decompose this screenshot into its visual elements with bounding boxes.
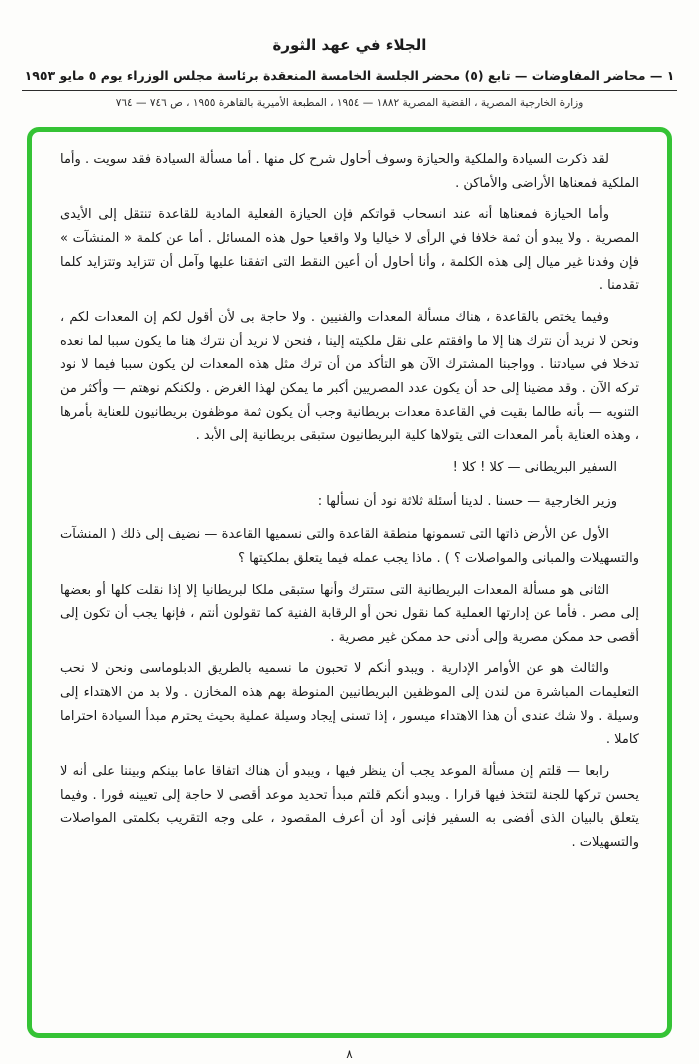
section-heading: ١ — محاضر المفاوضات — تابع (٥) محضر الجلسة الخامسة المنعقدة برئاسة مجلس الوزراء يوم ٥ مايو ١٩٥٣ [22,68,677,91]
highlight-annotation-box [27,127,672,1038]
paragraph: رابعا — قلتم إن مسألة الموعد يجب أن ينظر فيها ، ويبدو أن هناك اتفاقا عاما بينكم وبيننا على أنه لا يحسن تركها للجنة لتتخذ فيها قرارا . ويبدو أنكم قلتم مبدأ تحديد موعد أقصى لا حاجة إلى تعيينه فورا . وفيما يتعلق بالبيان الذى أفضى به السفير فإنى أود أن أعرف المقصود ، على وجه التقريب بكلمتى المواصلات والتسهيلات . [60,764,639,851]
page-number: ٨ [346,1047,353,1061]
source-citation: وزارة الخارجية المصرية ، القضية المصرية ١٨٨٢ — ١٩٥٤ ، المطبعة الأميرية بالقاهرة ١٩٥٥ ، ص ٧٤٦ — ٧٦٤ [115,97,584,109]
paragraph: الثانى هو مسألة المعدات البريطانية التى ستترك وأنها ستبقى ملكا لبريطانيا إلا إذا نقلت كلها أو بعضها إلى مصر . فأما عن إدارتها العملية كما نقول نحن أو الرقابة الفنية كما تقولون أنتم ، فإنها يجب أن تكون إلى أقصى حد ممكن مصرية وإلى أدنى حد ممكن غير مصرية . [60,582,639,645]
paragraph: وأما الحيازة فمعناها أنه عند انسحاب قواتكم فإن الحيازة الفعلية المادية للقاعدة تنتقل إلى الأيدى المصرية . ولا يبدو أن ثمة خلافا في الرأى لا خياليا ولا واقعيا حول هذه المسائل . أما عن كلمة « المنشآت » فإن وفدنا غير ميال إلى هذه الكلمة ، وأنا أحاول أن أعين النقط التى اتفقنا عليها وآمل أن تتزايد وتتزايد كلما تقدمنا . [60,207,639,294]
paragraph: والثالث هو عن الأوامر الإدارية . ويبدو أنكم لا تحبون ما نسميه بالطريق الدبلوماسى ونحن لا نحب التعليمات المباشرة من لندن إلى الموظفين البريطانيين المنوطة بهم هذه المخازن . ولا بد من الاهتداء إلى وسيلة . ولا شك عندى أن هذا الاهتداء ميسور ، إذا تسنى إيجاد وسيلة عملية بحيث يحترم مبدأ السيادة احتراما كاملا . [60,661,639,748]
dialogue-line-ambassador: السفير البريطانى — كلا ! كلا ! [452,459,617,475]
page-header [0,0,699,109]
dialogue-line-foreign-minister: وزير الخارجية — حسنا . لدينا أسئلة ثلاثة نود أن نسألها : [317,493,617,509]
document-title: الجلاء في عهد الثورة [272,36,427,54]
paragraph: وفيما يختص بالقاعدة ، هناك مسألة المعدات والفنيين . ولا حاجة بى لأن أقول لكم إن المعدات لكم ، ونحن لا نريد أن نترك هنا إلا ما وافقتم على نقل ملكيته إلينا ، فنحن لا نريد أن نترك هنا ما يكون سببا لما نعده تدخلا في سيادتنا . وواجبنا المشترك الآن هو التأكد من أن ترك مثل هذه المعدات لن يكون سببا فيما لا نود تركه الآن . وقد مضينا إلى حد أن يكون عدد المصريين أكبر ما يمكن لهذا الغرض . ولكنكم نوهتم — وأكثر من التنويه — بأنه طالما بقيت في القاعدة معدات بريطانية وجب أن يكون ثمة موظفون بريطانيون للعناية بأمرها ، وهذه العناية بأمر المعدات التى يتولاها كلية البريطانيون ستبقى بريطانية إلى الأبد . [60,309,639,444]
paragraph: الأول عن الأرض ذاتها التى تسمونها منطقة القاعدة والتى نسميها القاعدة — نضيف إلى ذلك ( المنشآت والتسهيلات والمبانى والمواصلات ؟ ) . ماذا يجب عمله فيما يتعلق بملكيتها ؟ [60,527,639,566]
paragraph: لقد ذكرت السيادة والملكية والحيازة وسوف أحاول شرح كل منها . أما مسألة السيادة فقد سويت . وأما الملكية فمعناها الأراضى والأماكن . [60,152,639,191]
